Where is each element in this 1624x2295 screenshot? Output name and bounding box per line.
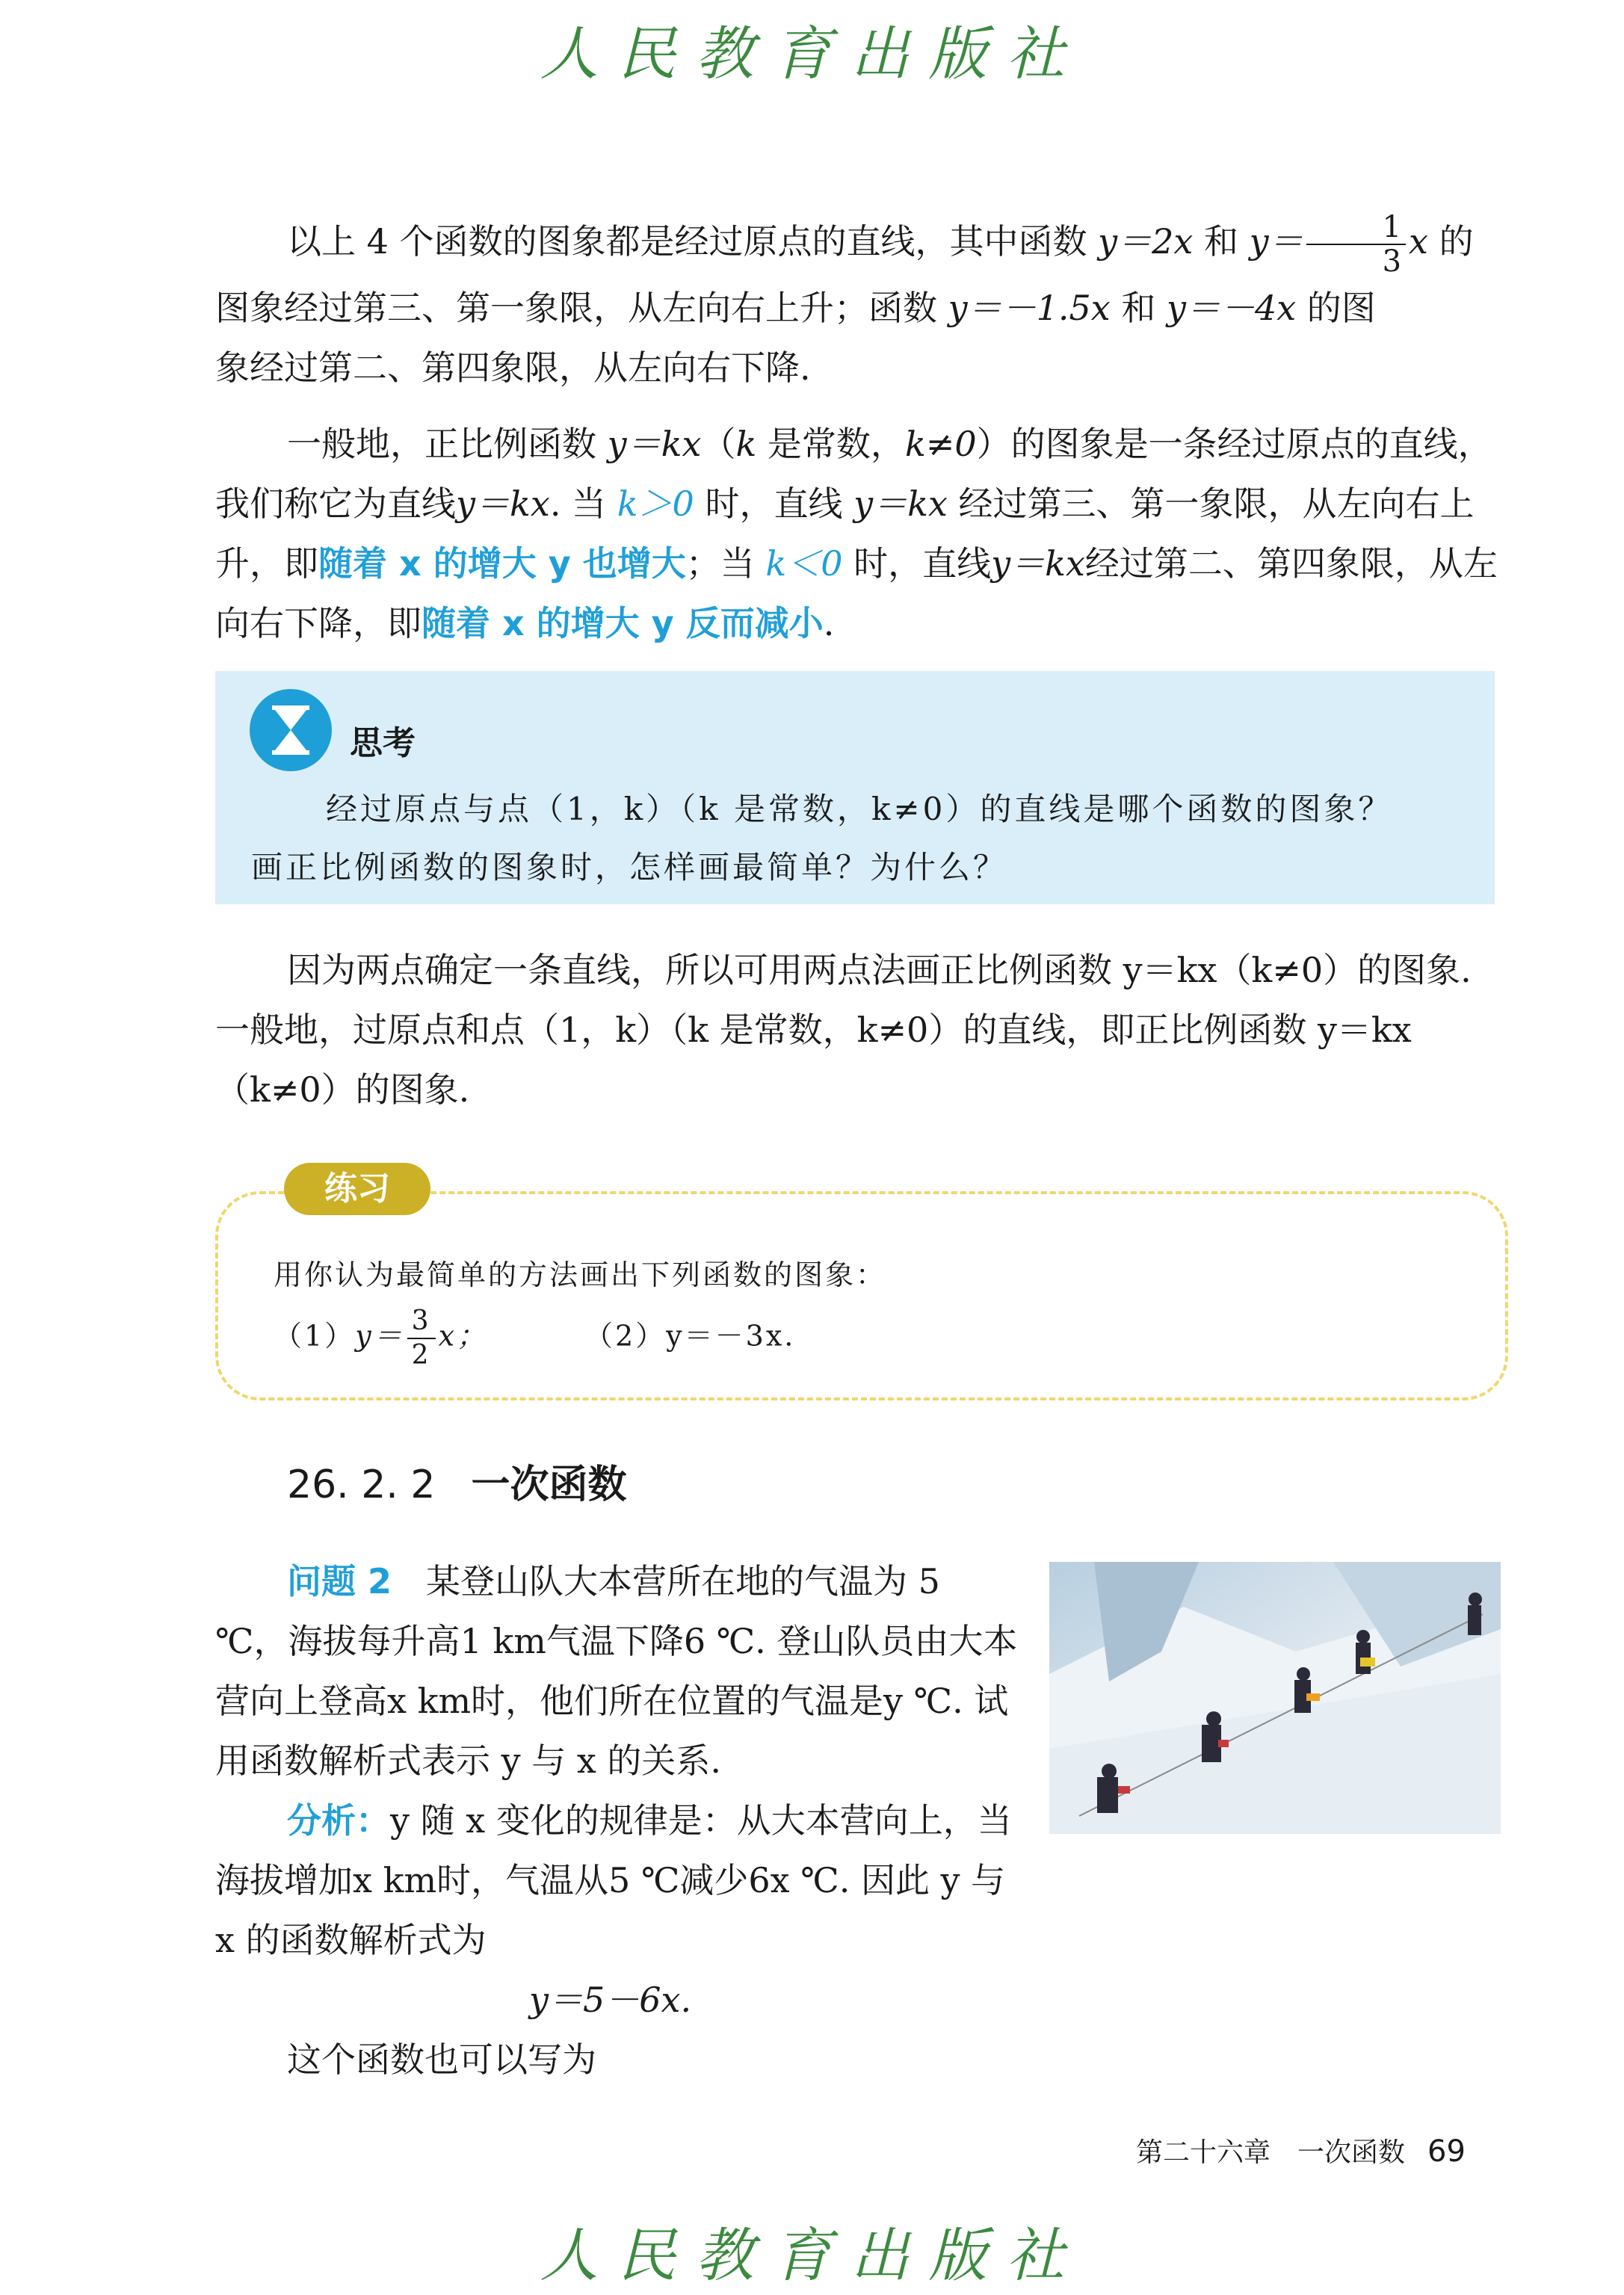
think-question-2: 画正比例函数的图象时，怎样画最简单？为什么？: [251, 849, 1008, 886]
practice-tag: 练习: [284, 1163, 430, 1215]
analysis-formula: y＝5－6x.: [529, 1980, 692, 2020]
general-text-10: .: [823, 603, 835, 643]
practice-item-1-label: （1）: [274, 1319, 356, 1353]
page-number: 69: [1427, 2134, 1466, 2169]
formula-y-kx-3: y＝kx: [853, 484, 948, 524]
practice-instruction: 用你认为最简单的方法画出下列函数的图象：: [274, 1258, 887, 1291]
think-title: 思考: [350, 724, 416, 762]
section-number: 26. 2. 2: [287, 1462, 436, 1507]
think-question-1: 经过原点与点（1，k）（k 是常数，k≠0）的直线是哪个函数的图象？: [326, 791, 1393, 827]
fraction-numerator: 3: [407, 1305, 436, 1339]
practice-item-1-left: y＝: [355, 1319, 404, 1353]
problem-paragraph: [215, 1551, 1022, 1791]
symbol-k: k: [735, 424, 757, 464]
fraction-denominator: 3: [1382, 244, 1402, 279]
analysis-text: y 随 x 变化的规律是：从大本营向上，当海拔增加x km时，气温从5 ℃减少6x ℃. 因此 y 与 x 的函数解析式为: [215, 1800, 1012, 1960]
publisher-logo-top: 人民教育出版社: [540, 21, 1084, 88]
analysis-last-line: 这个函数也可以写为: [287, 2039, 596, 2080]
intro-text-2: 图象经过第三、第一象限，从左向右上升；函数: [215, 288, 948, 328]
general-text-6: 经过第三、第一象限，从左向右上升，即: [215, 484, 1475, 584]
analysis-paragraph: [215, 1791, 1022, 2089]
two-point-text: 因为两点确定一条直线，所以可用两点法画正比例函数 y＝kx（k≠0）的图象. 一般地，过原点和点（1，k）（k 是常数，k≠0）的直线，即正比例函数 y＝kx（k≠0）的图象.: [215, 950, 1472, 1110]
two-point-paragraph: [215, 940, 1501, 1119]
condition-k-negative: k＜0: [765, 543, 843, 584]
intro-paragraph: [215, 211, 1501, 398]
highlight-increasing: 随着 x 的增大 y 也增大: [318, 543, 686, 584]
general-text-2: 是常数，: [756, 424, 905, 464]
general-text-3: ）的图象是一条经过原点的直线，我们称它为直线: [215, 424, 1492, 524]
section-heading: [287, 1453, 626, 1509]
practice-item-1-right: x；: [438, 1319, 487, 1353]
function-y-neg1-5x: y＝－1.5x: [948, 288, 1111, 328]
function-y-neg4x: y＝－4x: [1166, 288, 1297, 328]
intro-and-1: 和: [1193, 221, 1250, 262]
think-hourglass-icon: [250, 689, 332, 771]
highlight-decreasing: 随着 x 的增大 y 反而减小: [422, 603, 824, 643]
think-body: [251, 780, 1462, 897]
general-text-9: 经过第二、第四象限，从左向右下降，即: [215, 543, 1498, 643]
general-text-1: 一般地，正比例函数: [287, 424, 608, 464]
condition-k-nonzero: k≠0: [904, 424, 977, 464]
intro-text-3: 象经过第二、第四象限，从左向右下降.: [215, 348, 811, 388]
analysis-label: 分析：: [287, 1800, 390, 1841]
fraction-numerator: 1: [1306, 211, 1406, 245]
general-text-5: 时，直线: [694, 484, 854, 524]
general-paragraph: [215, 414, 1501, 653]
section-title: 一次函数: [471, 1462, 627, 1507]
general-text-7: ；当: [685, 543, 766, 584]
formula-y-kx-4: y＝kx: [991, 543, 1085, 584]
problem-text: 某登山队大本营所在地的气温为 5 ℃，海拔每升高1 km气温下降6 ℃. 登山队员由大本营向上登高x km时，他们所在位置的气温是y ℃. 试用函数解析式表示 y 与 x 的关系.: [215, 1561, 1018, 1781]
general-text-8: 时，直线: [842, 543, 992, 584]
fraction-one-third: [1306, 211, 1406, 278]
page-footer: [1136, 2131, 1466, 2169]
chapter-title: 第二十六章 一次函数: [1136, 2137, 1406, 2168]
formula-y-kx: y＝kx: [607, 424, 702, 464]
function-y-third-x-right: x: [1409, 221, 1428, 262]
function-y-2x: y＝2x: [1098, 221, 1194, 262]
general-text-4: . 当: [549, 484, 617, 524]
practice-item-2: （2）y＝－3x.: [584, 1319, 796, 1353]
intro-tail-1: 的: [1428, 221, 1474, 262]
formula-y-kx-2: y＝kx: [456, 484, 550, 524]
practice-body: [274, 1245, 1469, 1372]
function-y-third-x-left: y＝: [1249, 221, 1303, 262]
intro-text-1: 以上 4 个函数的图象都是经过原点的直线，其中函数: [287, 221, 1099, 262]
paren-open: （: [701, 424, 736, 464]
intro-and-2: 和: [1110, 288, 1167, 328]
intro-tail-2: 的图: [1296, 288, 1376, 328]
problem-label: 问题 2: [287, 1561, 392, 1601]
fraction-three-halves: [407, 1305, 436, 1372]
condition-k-positive: k＞0: [617, 484, 694, 524]
mountaineers-photo: [1049, 1562, 1501, 1834]
publisher-logo-bottom: 人民教育出版社: [540, 2223, 1084, 2290]
fraction-denominator: 2: [411, 1340, 431, 1371]
